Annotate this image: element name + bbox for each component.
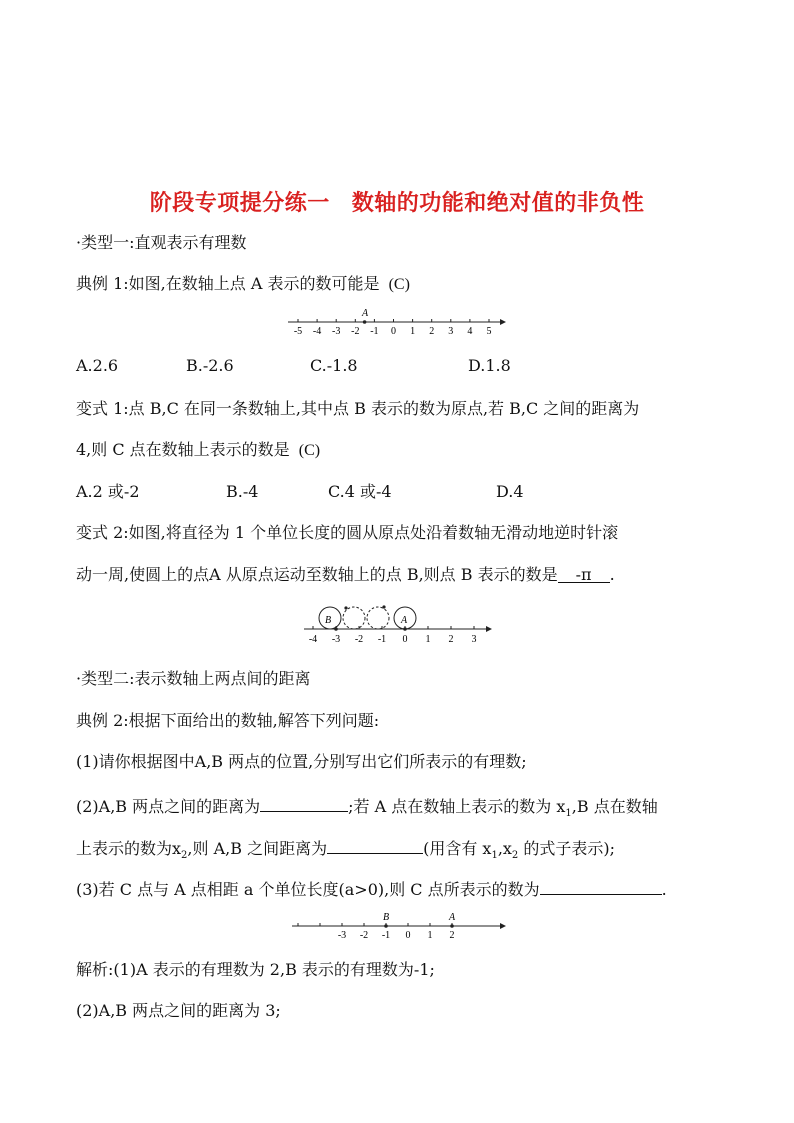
variant2-line2 bbox=[76, 564, 615, 586]
number-line-1 bbox=[284, 304, 508, 338]
number-line-1-tick-label: 5 bbox=[486, 326, 492, 337]
number-line-2-tick-label: 1 bbox=[425, 634, 431, 645]
number-line-3-tick-label: 1 bbox=[427, 930, 433, 941]
q3-end: . bbox=[661, 880, 667, 899]
variant1-option-c: C.4 或-4 bbox=[328, 482, 392, 501]
number-line-1-tick-label: 2 bbox=[429, 326, 435, 337]
variant1-answer: (C) bbox=[298, 442, 321, 459]
variant1-option-d: D.4 bbox=[496, 482, 524, 501]
point-b-label-2: B bbox=[325, 615, 332, 626]
q2-text-h: 的式子表示); bbox=[518, 839, 616, 858]
variant2-answer-blank: -π bbox=[558, 564, 610, 583]
q3-blank bbox=[540, 876, 662, 895]
variant1-text1: :点 B,C 在同一条数轴上,其中点 B 表示的数为原点,若 B,C 之间的距离为 bbox=[123, 399, 640, 418]
number-line-1-tick-label: -1 bbox=[370, 326, 379, 337]
number-line-2-tick-label: -3 bbox=[331, 634, 341, 645]
example1-text: :如图,在数轴上点 A 表示的数可能是 bbox=[123, 274, 380, 293]
q2-blank-2 bbox=[327, 835, 423, 854]
circle-rolling-1 bbox=[343, 607, 365, 629]
example1-option-a: A.2.6 bbox=[76, 356, 119, 375]
circle-rolling-2 bbox=[367, 607, 389, 629]
variant1-option-a: A.2 或-2 bbox=[76, 482, 140, 501]
q2-text-c: ,B 点在数轴 bbox=[571, 797, 658, 816]
point-a-label-2: A bbox=[401, 615, 408, 626]
title-part2: 数轴的功能和绝对值的非负性 bbox=[351, 191, 645, 216]
number-line-3-tick-label: -2 bbox=[359, 930, 369, 941]
point-b-label-3: B bbox=[383, 912, 390, 923]
q2-text-f: (用含有 x bbox=[423, 839, 492, 858]
title-part1: 阶段专项提分练一 bbox=[149, 191, 330, 216]
q2-text-a: (2)A,B 两点之间的距离为 bbox=[76, 797, 261, 816]
variant2-label: 变式 2 bbox=[76, 523, 124, 542]
example2-q1: (1)请你根据图中A,B 两点的位置,分别写出它们所表示的有理数; bbox=[76, 752, 527, 771]
variant2-text2: 动一周,使圆上的点A 从原点运动至数轴上的点 B,则点 B 表示的数是 bbox=[76, 565, 558, 584]
variant2-text1: :如图,将直径为 1 个单位长度的圆从原点处沿着数轴无滑动地逆时针滚 bbox=[123, 523, 619, 542]
number-line-1-tick-label: 1 bbox=[410, 326, 416, 337]
page-title bbox=[0, 186, 794, 217]
variant1-option-b: B.-4 bbox=[226, 482, 259, 501]
point-a-dot-2 bbox=[403, 627, 407, 631]
number-line-2-tick-label: -1 bbox=[377, 634, 387, 645]
solution-label: 解析 bbox=[76, 960, 109, 979]
point-a-dot bbox=[363, 320, 367, 324]
variant1-line2 bbox=[76, 439, 320, 462]
example2-text: :根据下面给出的数轴,解答下列问题: bbox=[123, 711, 380, 730]
number-line-2-tick-label: 3 bbox=[471, 634, 477, 645]
q2-blank-1 bbox=[260, 793, 348, 812]
variant1-text2: 4,则 C 点在数轴上表示的数是 bbox=[76, 440, 290, 459]
example1-question bbox=[76, 273, 410, 296]
q2-text-e: ,则 A,B 之间距离为 bbox=[187, 839, 328, 858]
number-line-2-tick-label: -2 bbox=[354, 634, 364, 645]
q2-text-d: 上表示的数为x bbox=[76, 839, 182, 858]
example1-answer: (C) bbox=[388, 276, 410, 293]
number-line-1-tick-label: -2 bbox=[351, 326, 360, 337]
point-a-label: A bbox=[362, 308, 369, 319]
number-line-2-tick-label: 2 bbox=[448, 634, 454, 645]
variant1-label: 变式 1 bbox=[76, 399, 124, 418]
q2-text-g: ,x bbox=[497, 839, 512, 858]
type2-heading: ·类型二:表示数轴上两点间的距离 bbox=[76, 669, 311, 688]
number-line-1-tick-label: -5 bbox=[293, 326, 303, 337]
number-line-3-tick-label: -3 bbox=[337, 930, 347, 941]
q2-text-b: ;若 A 点在数轴上表示的数为 x bbox=[348, 797, 566, 816]
number-line-1-tick-label: -3 bbox=[332, 326, 341, 337]
type1-heading: ·类型一:直观表示有理数 bbox=[76, 233, 247, 252]
number-line-3-tick-label: 2 bbox=[449, 930, 455, 941]
example2-q2-line1: (2)A,B 两点之间的距离为 ;若 A 点在数轴上表示的数为 $x_1,B$ 点在数轴 bbox=[76, 793, 658, 825]
example1-option-d: D.1.8 bbox=[468, 356, 511, 375]
example1-label: 典例 1 bbox=[76, 274, 124, 293]
example1-option-c: C.-1.8 bbox=[310, 356, 358, 375]
example2-q2-line2: 上表示的数为$x_2$,则 A,B 之间距离为 (用含有 $x_1,x_2$ 的式子表示); bbox=[76, 835, 615, 867]
point-b-dot-3 bbox=[384, 924, 388, 928]
example1-option-b: B.-2.6 bbox=[186, 356, 234, 375]
example2-question bbox=[76, 710, 379, 732]
point-a-dot-3 bbox=[450, 924, 454, 928]
point-b-dot-2 bbox=[334, 627, 338, 631]
solution-line2: (2)A,B 两点之间的距离为 3; bbox=[76, 1001, 281, 1020]
number-line-1-tick-label: 4 bbox=[467, 326, 473, 337]
example2-q3 bbox=[76, 876, 667, 901]
number-line-3-tick-label: -1 bbox=[381, 930, 391, 941]
variant2-end: . bbox=[609, 565, 615, 584]
solution-text1: :(1)A 表示的有理数为 2,B 表示的有理数为-1; bbox=[108, 960, 435, 979]
solution-line1 bbox=[76, 959, 435, 981]
number-line-1-tick-label: -4 bbox=[312, 326, 322, 337]
number-line-1-tick-label: 3 bbox=[448, 326, 454, 337]
number-line-2-tick-label: -4 bbox=[308, 634, 318, 645]
number-line-3-tick-label: 0 bbox=[405, 930, 411, 941]
variant2-line1 bbox=[76, 522, 618, 544]
number-line-3 bbox=[288, 908, 510, 944]
point-a-label-3: A bbox=[449, 912, 456, 923]
variant1-line1 bbox=[76, 398, 639, 420]
q3-text: (3)若 C 点与 A 点相距 a 个单位长度(a>0),则 C 点所表示的数为 bbox=[76, 880, 540, 899]
example2-label: 典例 2 bbox=[76, 711, 124, 730]
number-line-2 bbox=[300, 600, 496, 646]
number-line-2-tick-label: 0 bbox=[402, 634, 408, 645]
number-line-1-tick-label: 0 bbox=[391, 326, 396, 337]
